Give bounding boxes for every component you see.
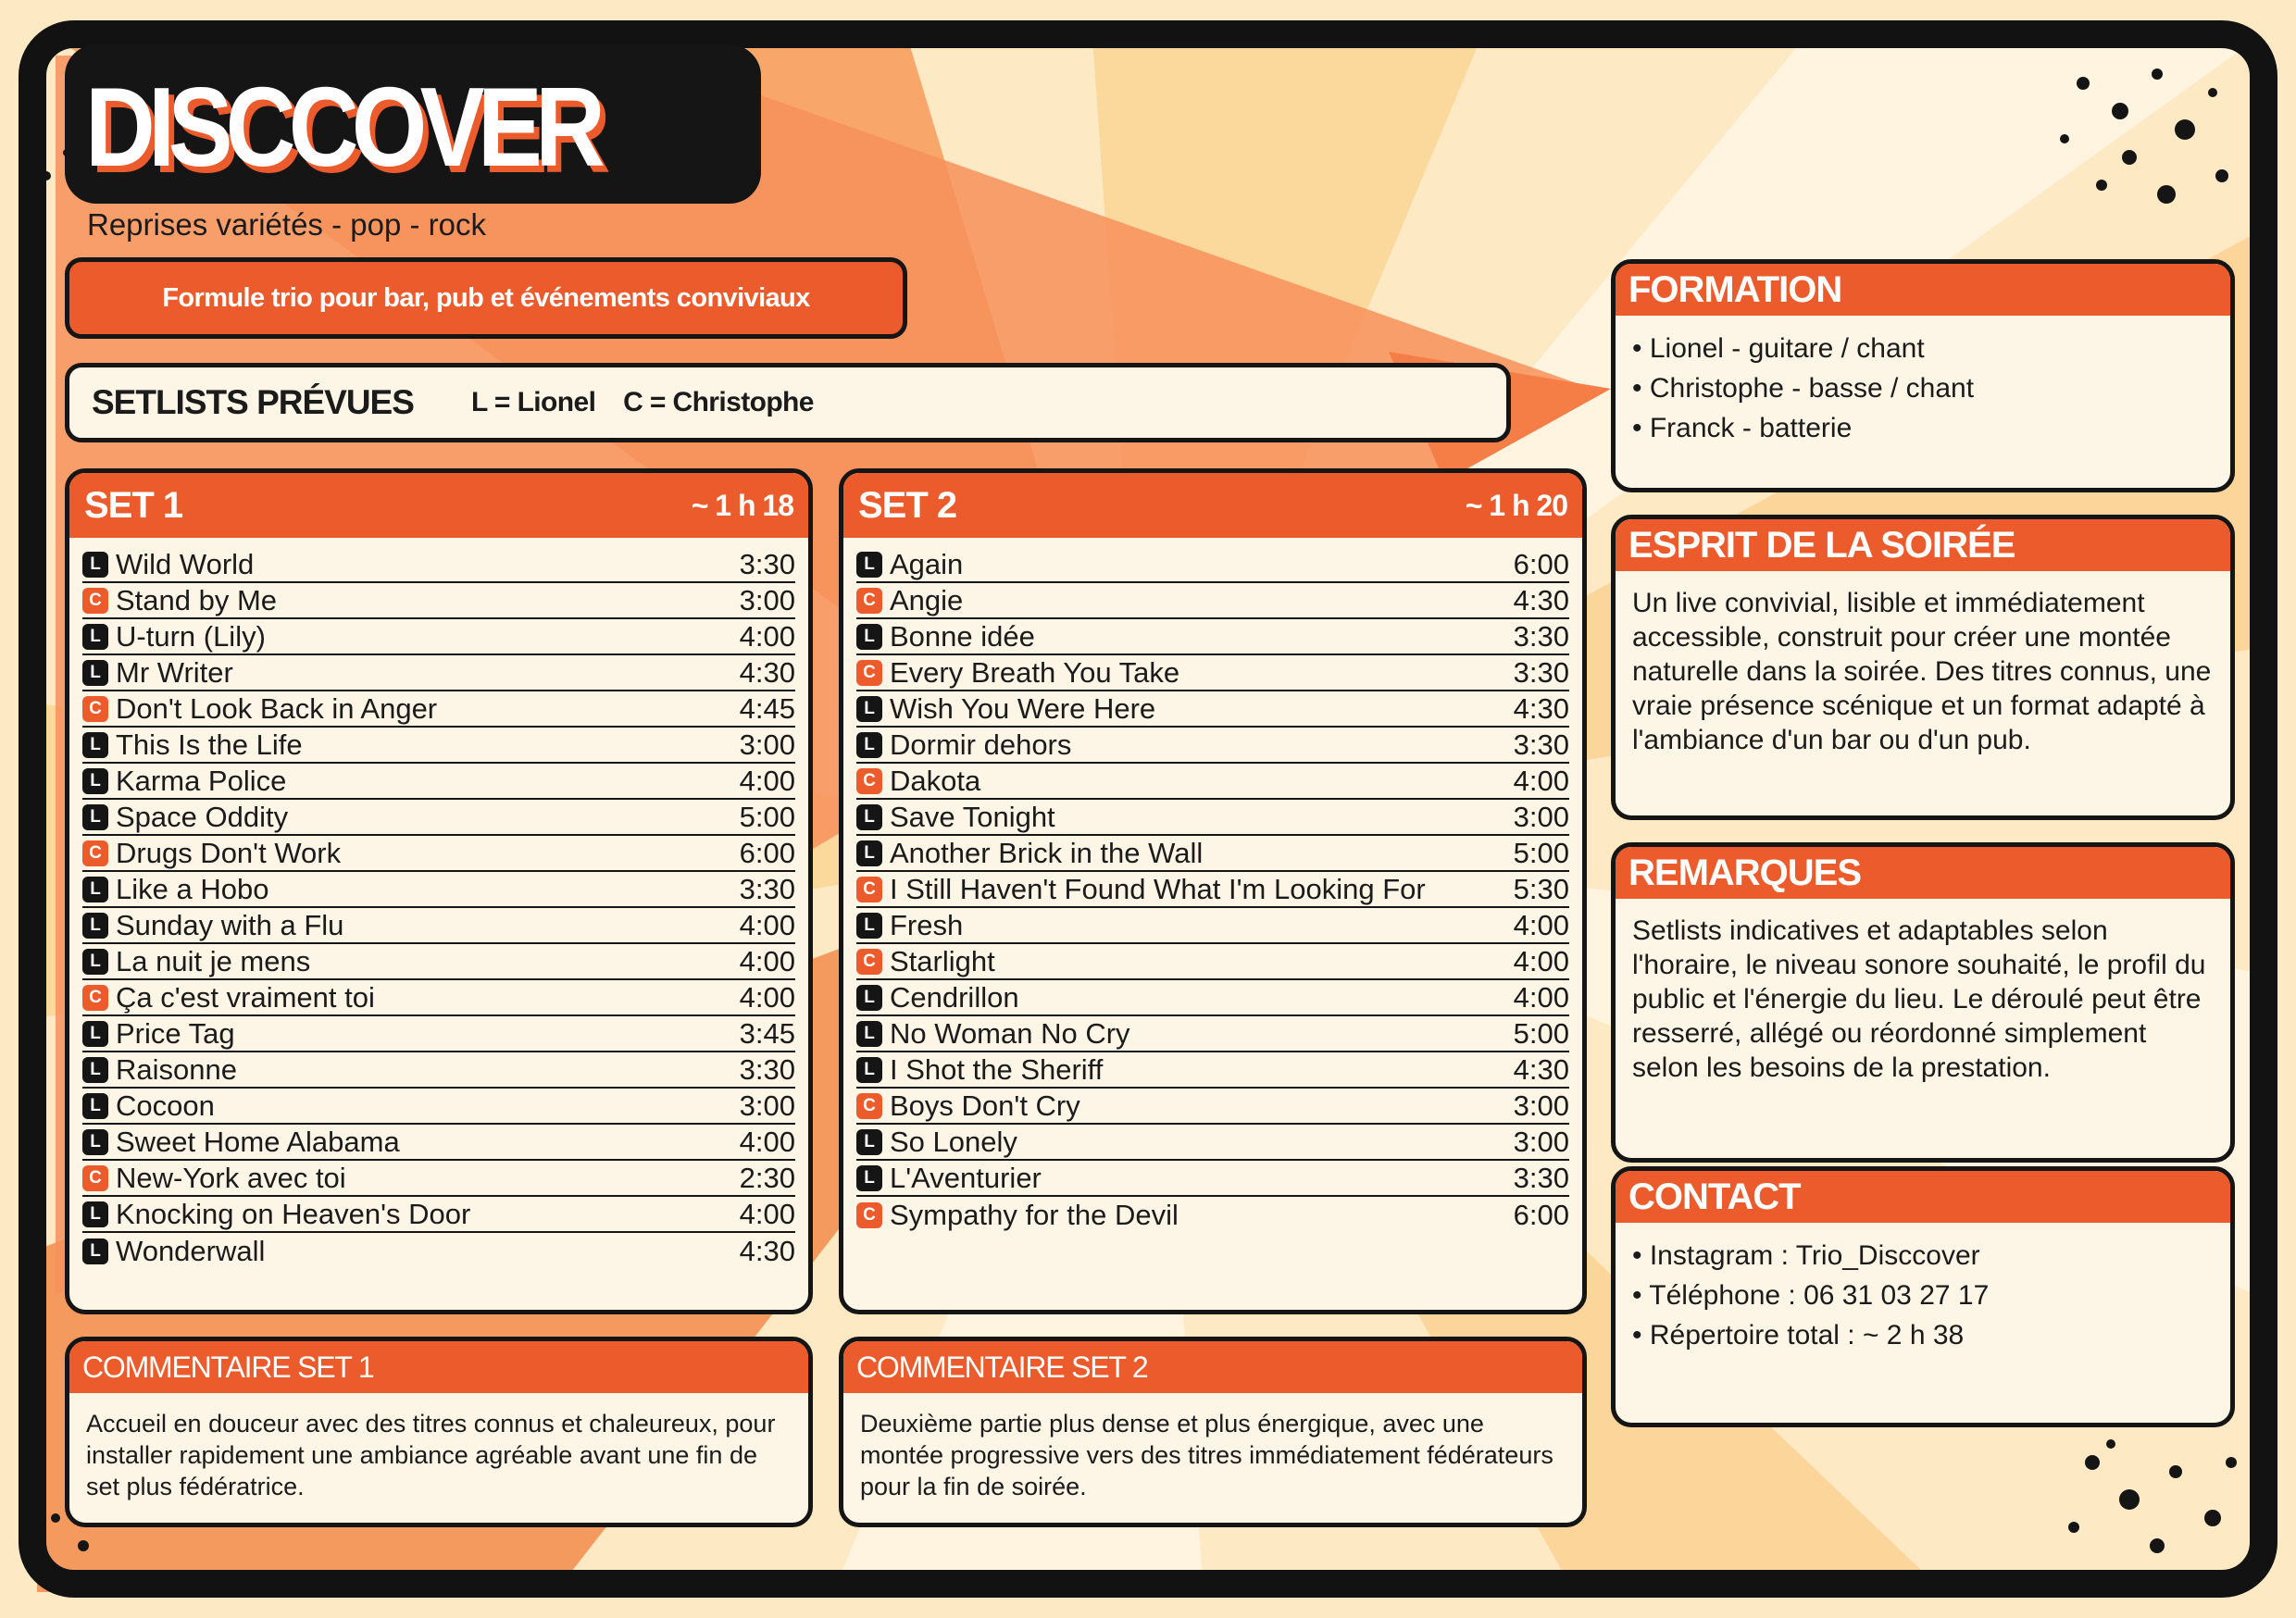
contact-header [1616,1171,2230,1223]
singer-badge: L [82,949,108,975]
song-title: Like a Hobo [116,872,269,905]
set1-card [65,468,813,1314]
singer-badge: C [82,985,108,1011]
comment-set2-card [839,1337,1587,1527]
song-duration: 4:00 [739,619,795,653]
song-duration: 6:00 [1513,547,1569,580]
remarques-title: REMARQUES [1628,852,1862,893]
song-row [856,691,1569,728]
song-title: Dormir dehors [890,728,1072,761]
song-title: Starlight [890,944,995,977]
song-row [856,800,1569,836]
song-row [856,908,1569,944]
singer-badge: C [856,949,882,975]
song-row [82,980,795,1016]
song-duration: 4:30 [739,1234,795,1267]
song-duration: 6:00 [739,836,795,869]
song-title: So Lonely [890,1125,1017,1158]
legend-christophe: C = Christophe [623,387,814,417]
song-title: Cendrillon [890,980,1019,1014]
song-title: Wonderwall [116,1234,266,1267]
set2-card [839,468,1587,1314]
singer-badge: L [856,1129,882,1155]
formation-header [1616,264,2230,316]
song-duration: 3:00 [1513,1125,1569,1158]
song-row [856,1089,1569,1125]
song-duration: 3:30 [1513,1161,1569,1194]
song-duration: 5:00 [1513,836,1569,869]
song-row [856,1016,1569,1052]
comment-set1-text: Accueil en douceur avec des titres connus et chaleureux, pour installer rapidement une ambiance agréable avant une fin de set plus fédératrice. [86,1410,776,1500]
song-row [856,547,1569,583]
singer-badge: C [856,1202,882,1228]
song-row [82,547,795,583]
singer-badge: L [82,660,108,686]
song-duration: 3:45 [739,1016,795,1050]
singer-badge: L [856,913,882,939]
singer-badge: L [82,1129,108,1155]
song-duration: 4:45 [739,691,795,725]
song-row [856,980,1569,1016]
song-title: Stand by Me [116,583,278,616]
song-duration: 4:00 [739,944,795,977]
song-title: Don't Look Back in Anger [116,691,438,725]
remarques-header [1616,847,2230,899]
singer-badge: L [82,732,108,758]
comment-set2-header [843,1341,1582,1393]
song-duration: 4:30 [1513,583,1569,616]
song-row [82,1197,795,1233]
band-subtitle: Reprises variétés - pop - rock [87,207,486,242]
remarques-text: Setlists indicatives et adaptables selon l'horaire, le niveau sonore souhaité, le profil du public et l'énergie du lieu. Le déroulé peut être resserré, allégé ou réordonné simplement selon les besoins de la prestation. [1632,915,2206,1083]
song-row [856,1197,1569,1233]
singer-badge: L [856,1021,882,1047]
song-duration: 4:00 [1513,764,1569,797]
song-duration: 5:00 [1513,1016,1569,1050]
song-duration: 3:00 [1513,1089,1569,1122]
song-row [856,764,1569,800]
song-title: New-York avec toi [116,1161,346,1194]
comment-set2-text: Deuxième partie plus dense et plus énergique, avec une montée progressive vers des titres immédiatement fédérateurs pour la fin de soirée. [860,1410,1554,1500]
formation-card [1611,259,2235,492]
contact-list [1616,1223,2230,1355]
song-row [82,655,795,691]
song-title: Angie [890,583,964,616]
song-row [856,872,1569,908]
song-row [82,944,795,980]
set2-title: SET 2 [858,484,957,526]
song-title: Bonne idée [890,619,1035,653]
singer-badge: C [82,696,108,722]
singer-badge: L [82,804,108,830]
singer-badge: L [856,552,882,578]
singer-badge: L [82,1057,108,1083]
comment-set1-card [65,1337,813,1527]
song-row [856,583,1569,619]
song-row [82,764,795,800]
singer-badge: L [856,624,882,650]
singer-badge: C [82,1165,108,1191]
contact-repertoire: • Répertoire total : ~ 2 h 38 [1632,1315,2214,1355]
song-duration: 3:30 [739,872,795,905]
song-title: Price Tag [116,1016,235,1050]
singer-badge: L [856,1165,882,1191]
comment-set2-title: COMMENTAIRE SET 2 [856,1350,1148,1384]
song-title: L'Aventurier [890,1161,1042,1194]
song-title: No Woman No Cry [890,1016,1130,1050]
singer-badge: C [82,840,108,866]
song-row [82,1161,795,1197]
song-duration: 4:00 [739,764,795,797]
song-duration: 2:30 [739,1161,795,1194]
song-duration: 4:00 [739,1125,795,1158]
song-duration: 4:30 [739,655,795,689]
formation-item: • Christophe - basse / chant [1632,368,2214,408]
esprit-text: Un live convivial, lisible et immédiatement accessible, construit pour créer une montée naturelle dans la soirée. Des titres connus, une vraie présence scénique et un format adapté à l'ambiance d'un bar ou d'un pub. [1632,588,2212,755]
singer-badge: C [856,1093,882,1119]
singer-badge: L [82,624,108,650]
song-row [856,944,1569,980]
remarques-card [1611,842,2235,1163]
comment-set1-title: COMMENTAIRE SET 1 [82,1350,374,1384]
set2-duration: ~ 1 h 20 [1465,488,1567,522]
song-title: Another Brick in the Wall [890,836,1204,869]
song-row [82,1052,795,1089]
song-title: Ça c'est vraiment toi [116,980,375,1014]
legend-lionel: L = Lionel [471,387,596,417]
singer-badge: L [856,732,882,758]
song-row [82,800,795,836]
song-duration: 3:00 [739,583,795,616]
singer-badge: L [856,985,882,1011]
singer-badge: L [82,1021,108,1047]
song-row [856,728,1569,764]
contact-instagram: • Instagram : Trio_Disccover [1632,1236,2214,1276]
comment-set1-header [69,1341,808,1393]
song-duration: 4:00 [739,1197,795,1230]
song-title: Sweet Home Alabama [116,1125,400,1158]
song-row [856,1161,1569,1197]
song-duration: 5:00 [739,800,795,833]
song-row [856,655,1569,691]
contact-phone: • Téléphone : 06 31 03 27 17 [1632,1276,2214,1315]
song-title: Drugs Don't Work [116,836,342,869]
song-row [856,1052,1569,1089]
singer-badge: C [82,588,108,614]
song-row [82,1125,795,1161]
song-duration: 3:30 [739,1052,795,1086]
esprit-header [1616,519,2230,571]
singer-badge: L [82,877,108,902]
set1-header [69,473,808,538]
song-row [82,1016,795,1052]
singer-badge: L [856,1057,882,1083]
singer-badge: L [856,696,882,722]
contact-title: CONTACT [1628,1176,1801,1217]
song-row [82,1233,795,1269]
song-title: Wish You Were Here [890,691,1156,725]
song-duration: 3:00 [1513,800,1569,833]
song-row [82,583,795,619]
set2-song-list [843,538,1582,1233]
formule-banner [65,257,907,339]
formation-title: FORMATION [1628,268,1842,310]
song-title: Boys Don't Cry [890,1089,1080,1122]
song-duration: 3:00 [739,728,795,761]
esprit-title: ESPRIT DE LA SOIRÉE [1628,524,2015,566]
song-row [856,836,1569,872]
set1-song-list [69,538,808,1269]
song-title: Space Oddity [116,800,289,833]
singer-badge: C [856,768,882,794]
singer-badge: C [856,588,882,614]
set1-duration: ~ 1 h 18 [691,488,793,522]
singer-badge: C [856,660,882,686]
song-row [82,619,795,655]
song-title: Again [890,547,964,580]
song-title: I Still Haven't Found What I'm Looking For [890,872,1426,905]
song-row [82,872,795,908]
song-title: Mr Writer [116,655,233,689]
setlists-heading: SETLISTS PRÉVUES [92,383,414,421]
song-title: Save Tonight [890,800,1055,833]
song-row [82,691,795,728]
song-duration: 4:30 [1513,691,1569,725]
song-title: Karma Police [116,764,287,797]
song-duration: 3:30 [1513,728,1569,761]
song-duration: 4:00 [1513,980,1569,1014]
singer-badge: L [82,1201,108,1227]
song-row [856,619,1569,655]
singer-badge: L [82,1093,108,1119]
band-title: DISCCOVER [85,64,599,190]
setlists-bar [65,363,1511,442]
song-duration: 4:30 [1513,1052,1569,1086]
song-duration: 6:00 [1513,1198,1569,1231]
song-row [82,1089,795,1125]
formation-item: • Lionel - guitare / chant [1632,329,2214,368]
formation-item: • Franck - batterie [1632,408,2214,448]
singer-legend [471,387,814,418]
song-duration: 3:30 [1513,655,1569,689]
singer-badge: L [82,913,108,939]
singer-badge: L [856,804,882,830]
song-row [82,836,795,872]
singer-badge: L [856,840,882,866]
song-row [856,1125,1569,1161]
song-title: U-turn (Lily) [116,619,266,653]
song-title: Wild World [116,547,255,580]
contact-card [1611,1166,2235,1427]
song-duration: 3:00 [739,1089,795,1122]
song-duration: 4:00 [739,908,795,941]
song-title: Sympathy for the Devil [890,1198,1179,1231]
song-duration: 4:00 [1513,944,1569,977]
song-duration: 4:00 [1513,908,1569,941]
song-title: Fresh [890,908,964,941]
singer-badge: L [82,768,108,794]
song-title: Every Breath You Take [890,655,1180,689]
song-title: I Shot the Sheriff [890,1052,1104,1086]
song-duration: 4:00 [739,980,795,1014]
song-row [82,908,795,944]
song-title: Dakota [890,764,981,797]
song-title: La nuit je mens [116,944,311,977]
song-title: This Is the Life [116,728,303,761]
song-duration: 5:30 [1513,872,1569,905]
set2-header [843,473,1582,538]
formation-list [1616,316,2230,448]
singer-badge: L [82,1238,108,1264]
song-title: Cocoon [116,1089,215,1122]
song-row [82,728,795,764]
song-duration: 3:30 [739,547,795,580]
song-title: Sunday with a Flu [116,908,344,941]
song-title: Raisonne [116,1052,237,1086]
song-title: Knocking on Heaven's Door [116,1197,471,1230]
song-duration: 3:30 [1513,619,1569,653]
set1-title: SET 1 [84,484,183,526]
formule-text: Formule trio pour bar, pub et événements conviviaux [162,282,810,313]
singer-badge: L [82,552,108,578]
singer-badge: C [856,877,882,902]
esprit-card [1611,515,2235,820]
